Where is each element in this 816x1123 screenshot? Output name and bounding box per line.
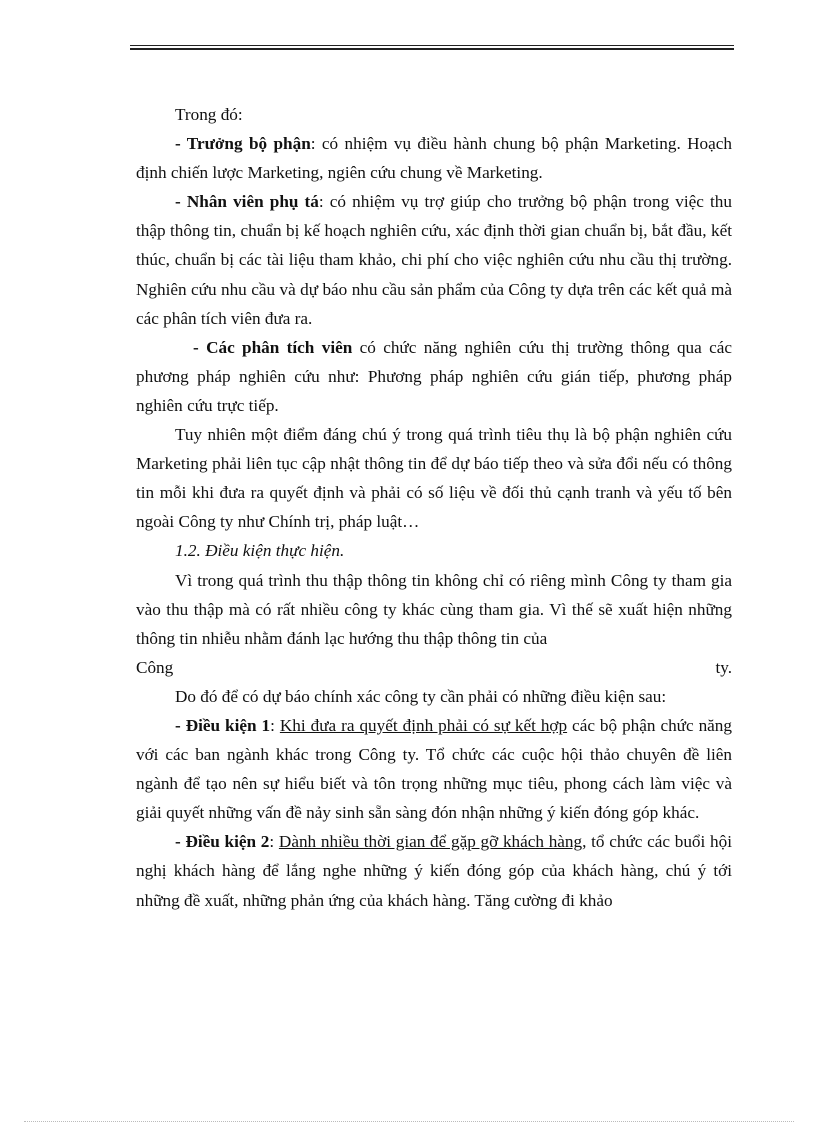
term-truong-bo-phan: - Trưởng bộ phận	[175, 134, 311, 154]
paragraph-text: , tổ chức các buổi hội nghị khách hàng để lắng nghe những ý kiến đóng góp của khách hàng, chú ý tới những đề xuất, những phản ứng của khách hàng. Tăng cường đi khảo	[136, 832, 732, 910]
last-line-right: ty.	[715, 657, 732, 677]
term-dieu-kien-1: - Điều kiện 1	[175, 715, 271, 735]
footer-dotted-rule	[24, 1121, 794, 1122]
document-body	[136, 100, 732, 915]
underlined-phrase: Khi đưa ra quyết định phải có sự kết hợp	[279, 715, 568, 735]
paragraph-text: : có nhiệm vụ trợ giúp cho trưởng bộ phận trong việc thu thập thông tin, chuẩn bị kế hoạch nghiên cứu, xác định thời gian chuẩn bị, bắt đầu, kết thúc, chuẩn bị các tài liệu tham khảo, chi phí cho việc nghiên cứu nhu cầu thị trường. Nghiên cứu nhu cầu và dự báo nhu cầu sản phẩm của Công ty dựa trên các kết quả mà các phân tích viên đưa ra.	[136, 192, 732, 328]
paragraph-truong-bo-phan	[136, 129, 732, 187]
paragraph-do-do: Do đó để có dự báo chính xác công ty cần phải có những điều kiện sau:	[175, 686, 667, 706]
paragraph-phan-tich-vien	[136, 333, 732, 420]
paragraph-text: : có nhiệm vụ điều hành chung bộ phận Marketing. Hoạch định chiến lược Marketing, ngiên cứu chung về Marketing.	[136, 134, 733, 183]
term-nhan-vien-phu-ta: - Nhân viên phụ tá	[175, 192, 319, 212]
header-rule-thin	[130, 45, 734, 46]
colon: :	[270, 715, 280, 735]
intro-line: Trong đó:	[175, 105, 243, 124]
last-line-left: Công	[136, 657, 174, 677]
term-phan-tich-vien: - Các phân tích viên	[193, 337, 353, 357]
section-heading: 1.2. Điều kiện thực hiện.	[175, 541, 345, 561]
paragraph-text: có chức năng nghiên cứu thị trường thông qua các phương pháp nghiên cứu như: Phương pháp nghiên cứu gián tiếp, phương pháp nghiên cứu trực tiếp.	[136, 337, 732, 415]
paragraph-nhan-vien-phu-ta	[136, 187, 732, 332]
paragraph-tuy-nhien: Tuy nhiên một điểm đáng chú ý trong quá trình tiêu thụ là bộ phận nghiên cứu Marketing phải liên tục cập nhật thông tin để dự báo tiếp theo và sửa đổi nếu có thông tin mỗi khi đưa ra quyết định và phải có số liệu về đối thủ cạnh tranh và yếu tố bên ngoài Công ty như Chính trị, pháp luật…	[136, 425, 732, 532]
paragraph-dieu-kien-1	[136, 711, 732, 827]
paragraph-dieu-kien-2	[136, 827, 732, 914]
term-dieu-kien-2: - Điều kiện 2	[175, 832, 270, 852]
paragraph-vi-trong-last-line	[136, 653, 732, 682]
paragraph-vi-trong: Vì trong quá trình thu thập thông tin không chỉ có riêng mình Công ty tham gia vào thu thập mà có rất nhiều công ty khác cùng tham gia. Vì thế sẽ xuất hiện những thông tin nhiễu nhằm đánh lạc hướng thu thập thông tin của	[136, 570, 732, 648]
underlined-phrase: Dành nhiều thời gian để gặp gỡ khách hàng	[278, 832, 583, 852]
header-rule-thick	[130, 48, 734, 50]
paragraph-text: các bộ phận chức năng với các ban ngành khác trong Công ty. Tổ chức các cuộc hội thảo chuyên đề liên ngành để tạo nên sự hiểu biết và tôn trọng những mục tiêu, phong cách làm việc và giải quyết những vấn đề nảy sinh sẵn sàng đón nhận những ý kiến đóng góp khác.	[136, 715, 732, 823]
colon: :	[269, 832, 279, 852]
